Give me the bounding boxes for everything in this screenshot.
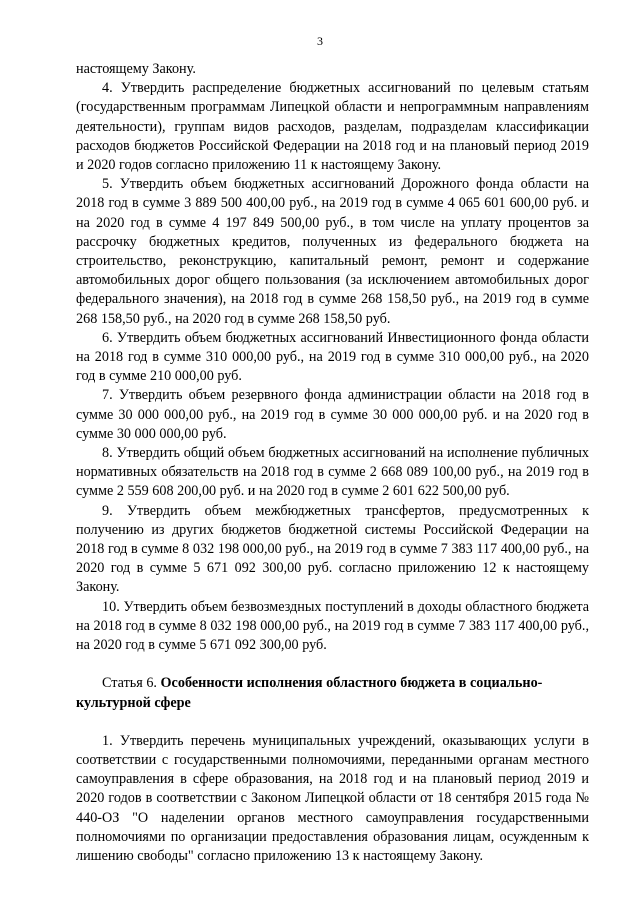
paragraph-item-4: 4. Утвердить распределение бюджетных ассигнований по целевым статьям (государственным программам Липецкой области и непрограммным направлениям деятельности), группам видов расходов, разделам, подразделам классификации расходов бюджетов Российской Федерации на 2018 год и на плановый период 2019 и 2020 годов согласно приложению 11 к настоящему Закону. — [76, 80, 589, 174]
paragraph-item-6: 6. Утвердить объем бюджетных ассигнований Инвестиционного фонда области на 2018 год в сумме 310 000,00 руб., на 2019 год в сумме 310 000,00 руб., на 2020 год в сумме 210 000,00 руб. — [76, 329, 589, 385]
article-paragraph-1: 1. Утвердить перечень муниципальных учреждений, оказывающих услуги в соответствии с государственными полномочиями, переданными органам местного самоуправления в сфере образования, на 2018 год и на плановый период 2019 и 2020 годов в соответствии с Законом Липецкой области от 18 сентября 2015 года № 440-ОЗ "О наделении органов местного самоуправления государственными полномочиями по организации предоставления образования лицам, осужденным к лишению свободы" согласно приложению 13 к настоящему Закону. — [76, 732, 589, 864]
document-body — [76, 60, 589, 866]
article-label: Статья 6. — [102, 675, 157, 692]
paragraph-item-9: 9. Утвердить объем межбюджетных трансфертов, предусмотренных к получению из других бюджетов бюджетной системы Российской Федерации на 2018 год в сумме 8 032 198 000,00 руб., на 2019 год в сумме 7 383 117 400,00 руб., на 2020 год в сумме 5 671 092 300,00 руб. согласно приложению 12 к настоящему Закону. — [76, 502, 589, 596]
article-heading — [76, 674, 589, 712]
paragraph-continuation: настоящему Закону. — [76, 61, 196, 77]
paragraph-item-8: 8. Утвердить общий объем бюджетных ассигнований на исполнение публичных нормативных обязательств на 2018 год в сумме 2 668 089 100,00 руб., на 2019 год в сумме 2 559 608 200,00 руб. и на 2020 год в сумме 2 601 622 500,00 руб. — [76, 445, 589, 500]
page-number: 3 — [317, 34, 323, 48]
paragraph-item-7: 7. Утвердить объем резервного фонда администрации области на 2018 год в сумме 30 000 000,00 руб., на 2019 год в сумме 30 000 000,00 руб. и на 2020 год в сумме 30 000 000,00 руб. — [76, 387, 589, 442]
article-title: Особенности исполнения областного бюджета в социально-культурной сфере — [76, 675, 543, 711]
paragraph-item-5: 5. Утвердить объем бюджетных ассигнований Дорожного фонда области на 2018 год в сумме 3 889 500 400,00 руб., на 2019 год в сумме 4 065 601 600,00 руб. и на 2020 год в сумме 4 197 849 500,00 руб., в том числе на уплату процентов за рассрочку бюджетных кредитов, полученных из федерального бюджета на строительство, реконструкцию, капитальный ремонт, ремонт и содержание автомобильных дорог общего пользования (за исключением автомобильных дорог федерального значения), на 2018 год в сумме 268 158,50 руб., на 2019 год в сумме 268 158,50 руб., на 2020 год в сумме 268 158,50 руб. — [76, 176, 589, 327]
paragraph-item-10: 10. Утвердить объем безвозмездных поступлений в доходы областного бюджета на 2018 год в сумме 8 032 198 000,00 руб., на 2019 год в сумме 7 383 117 400,00 руб., на 2020 год в сумме 5 671 092 300,00 руб. — [76, 598, 589, 654]
